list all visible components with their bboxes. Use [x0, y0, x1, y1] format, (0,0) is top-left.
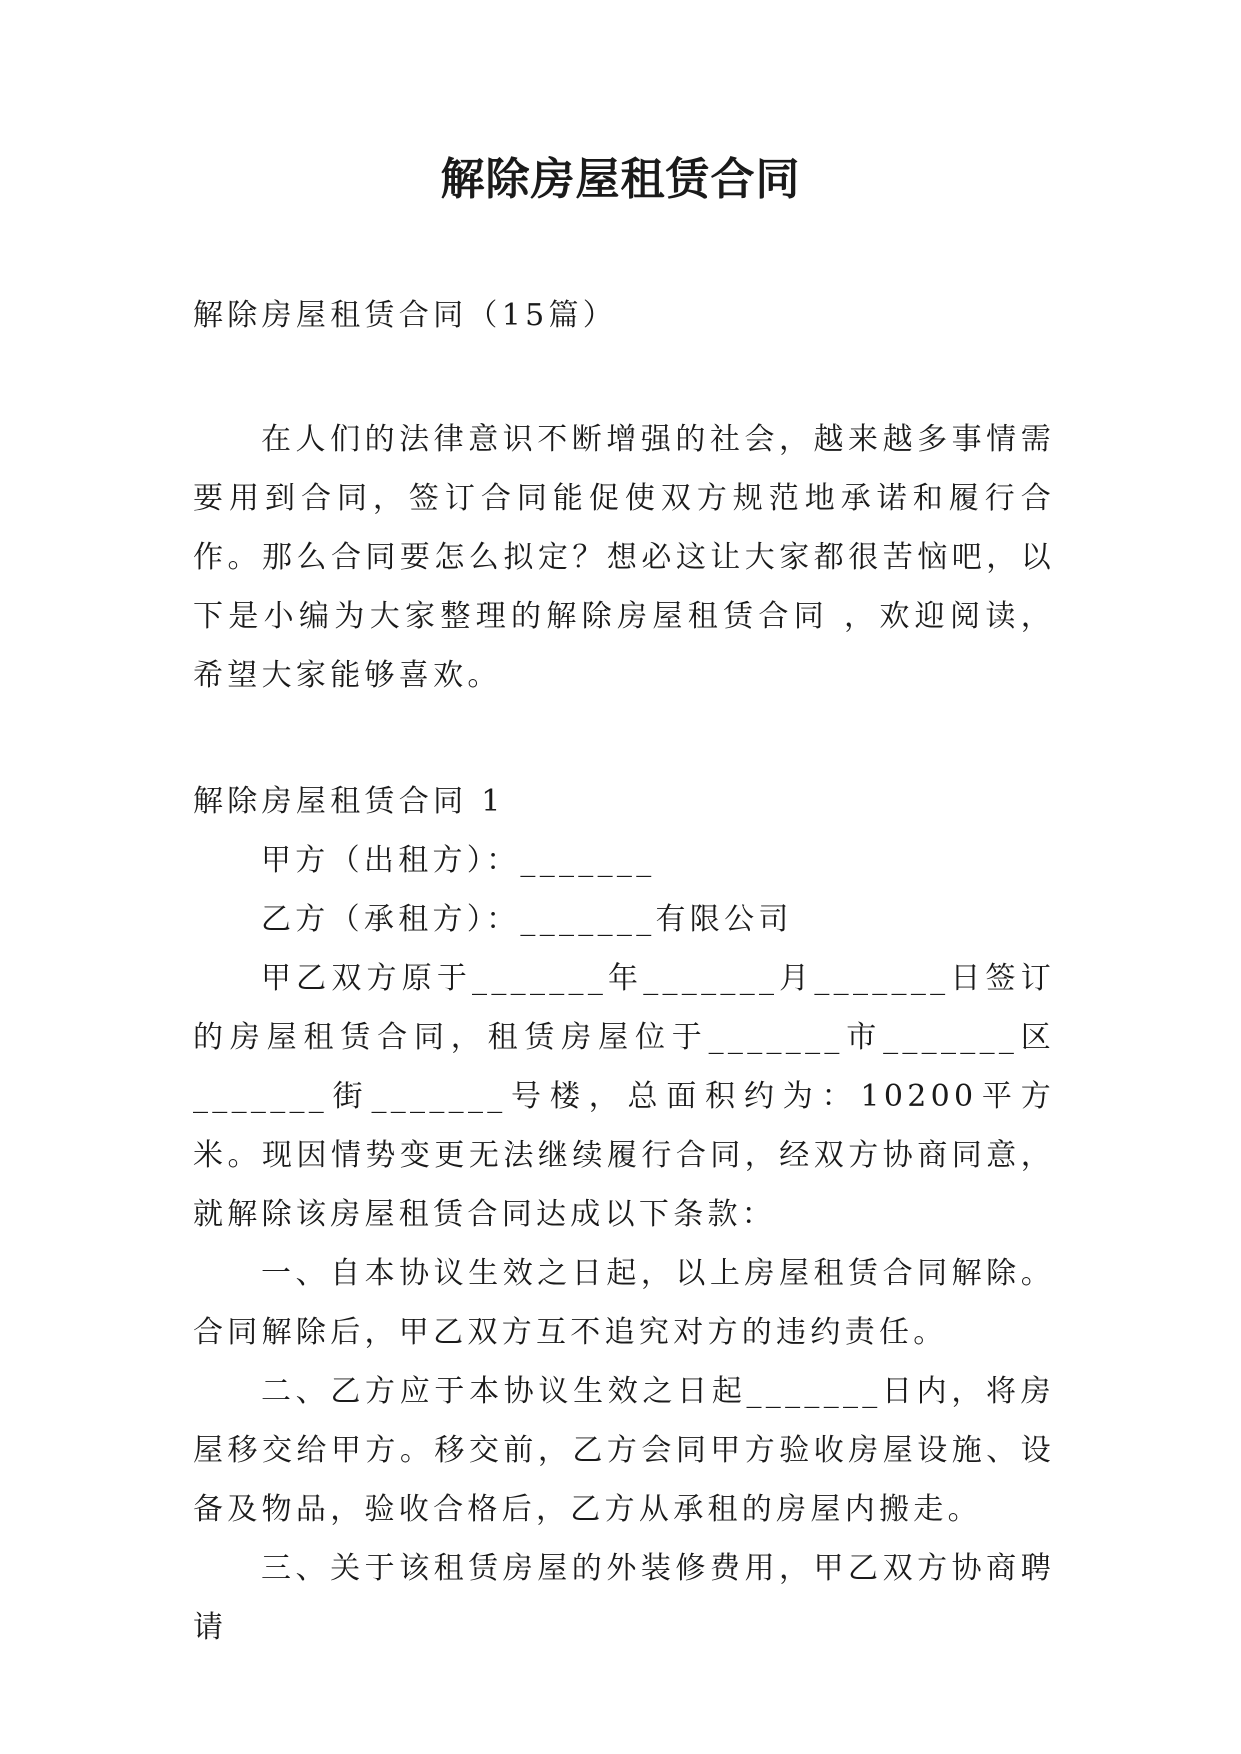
clause-1-paragraph: 一、自本协议生效之日起，以上房屋租赁合同解除。合同解除后，甲乙双方互不追究对方的违约责任。 — [193, 1256, 1055, 1350]
document-subtitle: 解除房屋租赁合同（15篇） — [193, 298, 618, 333]
contract-background-paragraph: 甲乙双方原于_______年_______月_______日签订的房屋租赁合同，租赁房屋位于_______市_______区_______街_______号楼，总面积约为：10200平方米。现因情势变更无法继续履行合同，经双方协商同意，就解除该房屋租赁合同达成以下条款： — [193, 961, 1055, 1232]
document-body — [193, 286, 1055, 1657]
section-heading: 解除房屋租赁合同 1 — [193, 784, 505, 819]
party-a-line: 甲方（出租方）：_______ — [261, 843, 656, 878]
party-b-line: 乙方（承租方）：_______有限公司 — [261, 902, 793, 937]
clause-2-paragraph: 二、乙方应于本协议生效之日起_______日内，将房屋移交给甲方。移交前，乙方会同甲方验收房屋设施、设备及物品，验收合格后，乙方从承租的房屋内搬走。 — [193, 1374, 1055, 1527]
document-title: 解除房屋租赁合同 — [440, 154, 801, 205]
intro-paragraph: 在人们的法律意识不断增强的社会，越来越多事情需要用到合同，签订合同能促使双方规范地承诺和履行合作。那么合同要怎么拟定？想必这让大家都很苦恼吧，以下是小编为大家整理的解除房屋租赁合同 ，欢迎阅读，希望大家能够喜欢。 — [193, 422, 1055, 693]
clause-3-paragraph: 三、关于该租赁房屋的外装修费用，甲乙双方协商聘请 — [193, 1551, 1055, 1645]
